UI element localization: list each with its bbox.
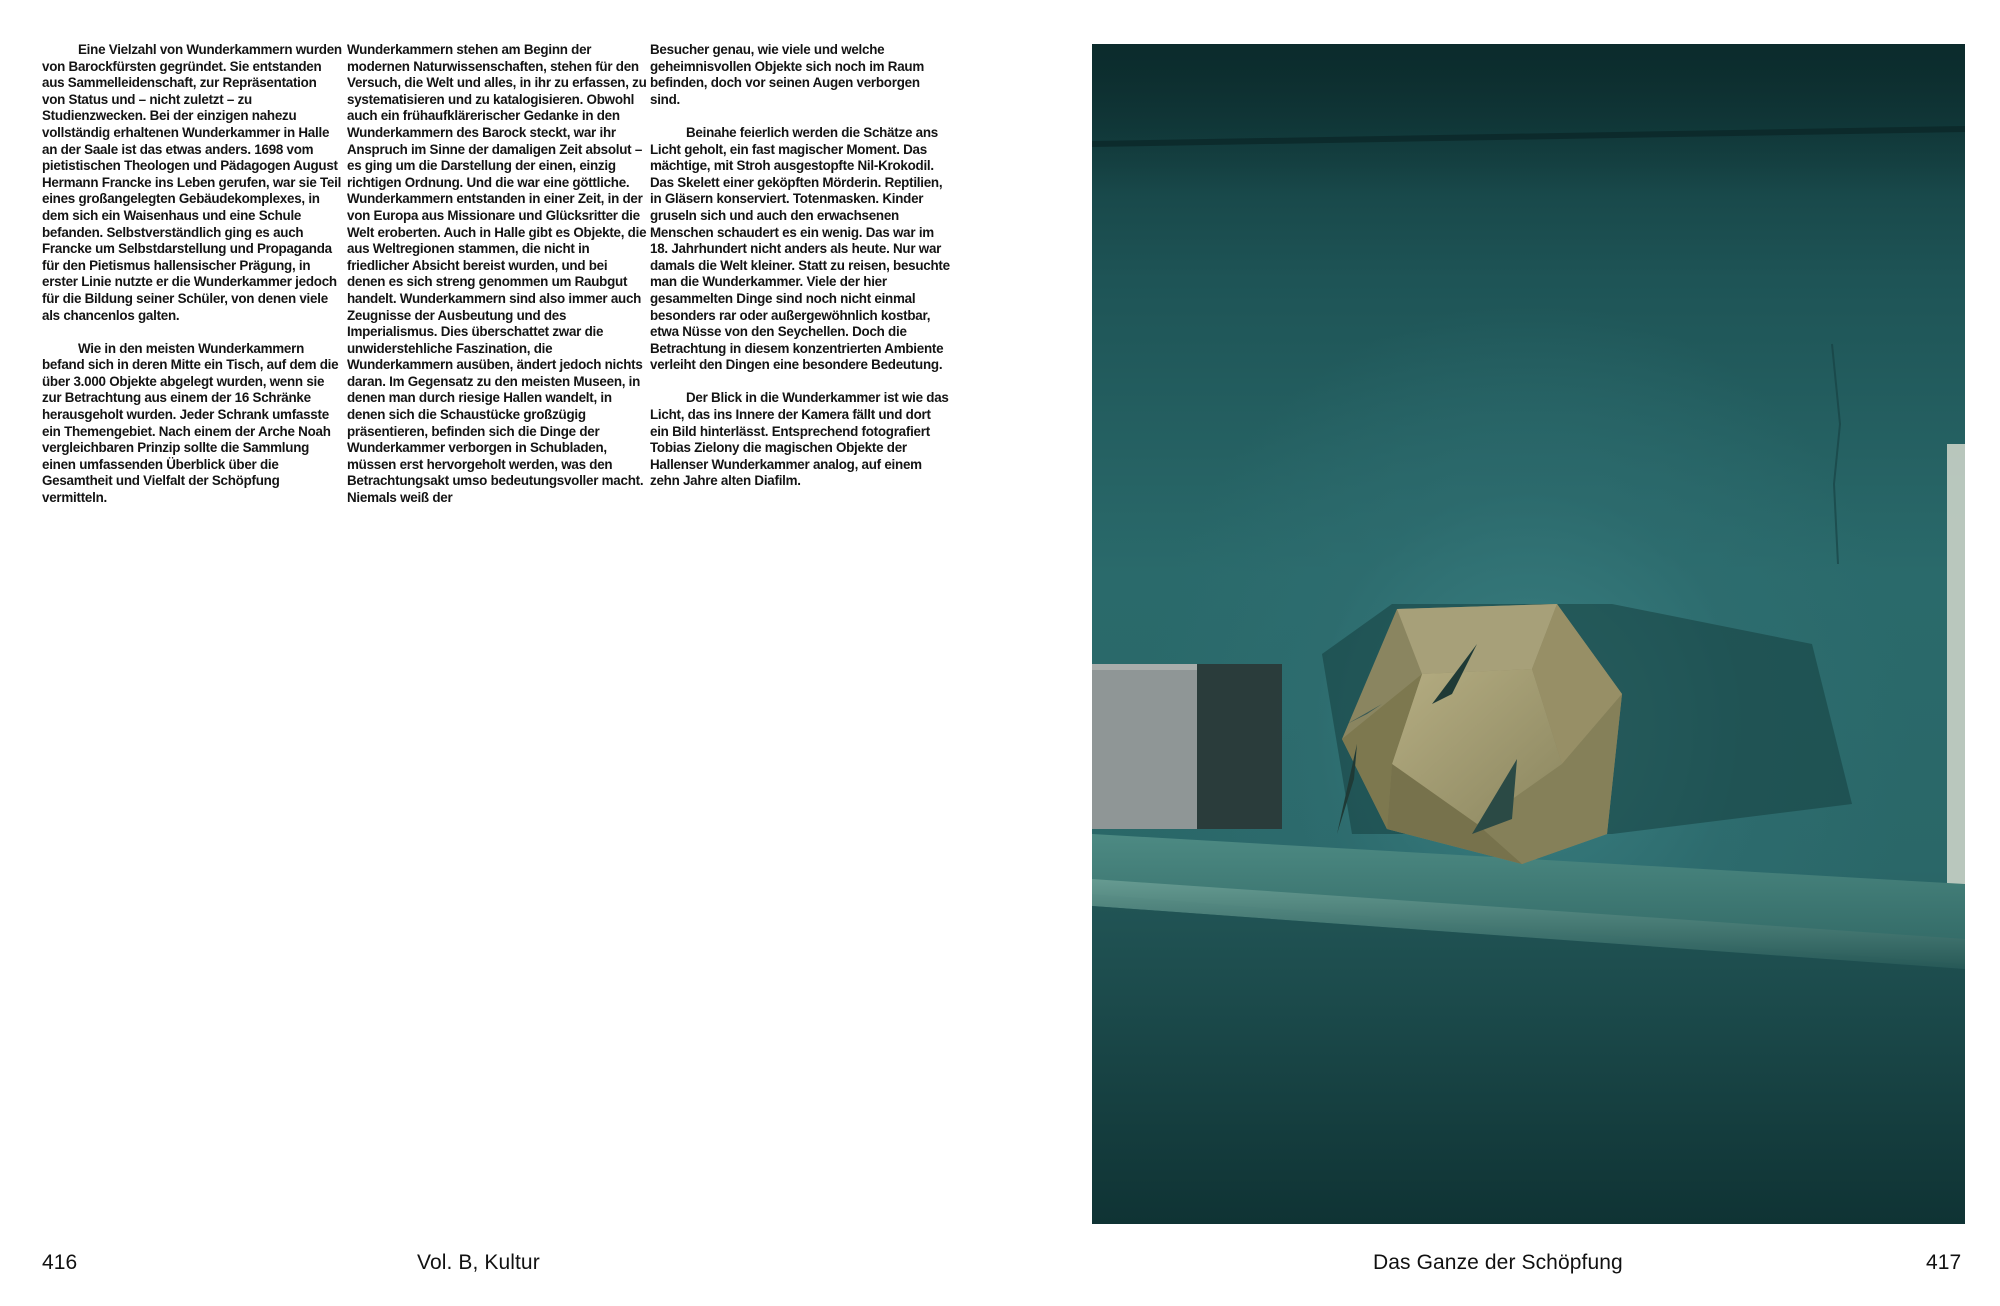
- section-title-left: Vol. B, Kultur: [417, 1251, 540, 1274]
- upper-shelf-shadow: [1092, 44, 1965, 194]
- paragraph: Beinahe feierlich werden die Schätze ans Licht geholt, ein fast magischer Moment. Das mächtige, mit Stroh ausgestopfte Nil-Krokodil. Das Skelett einer geköpften Mörderin. Reptilien, in Gläsern konserviert. Totenmasken. Kinder gruseln sich und auch den erwachsenen Menschen schaudert es ein wenig. Das war im 18. Jahrhundert nicht anders als heute. Nur war damals die Welt kleiner. Statt zu reisen, besuchte man die Wunderkammer. Viele der hier gesammelten Dinge sind noch nicht einmal besonders rar oder außergewöhnlich kostbar, etwa Nüsse von den Seychellen. Doch die Betrachtung in diesem konzentrierten Ambiente verleiht den Dingen eine besondere Bedeutung.: [650, 124, 950, 373]
- photo-illustration: [1092, 44, 1965, 1224]
- photograph-dodecahedron-on-shelf: [1092, 44, 1965, 1224]
- page-number-left: 416: [42, 1251, 78, 1274]
- edge-object: [1947, 444, 1965, 904]
- paragraph: Der Blick in die Wunderkammer ist wie das Licht, das ins Innere der Kamera fällt und dort ein Bild hinterlässt. Entsprechend fotografiert Tobias Zielony die magischen Objekte der Hallenser Wunderkammer analog, auf einem zehn Jahre alten Diafilm.: [650, 390, 949, 489]
- page-number-right: 417: [1926, 1251, 1962, 1274]
- stone-block: [1092, 664, 1197, 829]
- paragraph: Eine Vielzahl von Wunderkammern wurden von Barockfürsten gegründet. Sie entstanden aus Sammelleidenschaft, zur Repräsentation von Status und – nicht zuletzt – zu Studienzwecken. Bei der einzigen nahezu vollständig erhaltenen Wunderkammer in Halle an der Saale ist das etwas anders. 1698 vom pietistischen Theologen und Pädagogen August Hermann Francke ins Leben gerufen, war sie Teil eines großangelegten Gebäudekomplexes, in dem sich ein Waisenhaus und eine Schule befanden. Selbstverständlich ging es auch Francke um Selbstdarstellung und Propaganda für den Pietismus hallensischer Prägung, in erster Linie nutzte er die Wunderkammer jedoch für die Bildung seiner Schüler, von denen viele als chancenlos galten.: [42, 42, 342, 323]
- paragraph: Wunderkammern stehen am Beginn der modernen Naturwissenschaften, stehen für den Versuch, die Welt und alles, in ihr zu erfassen, zu systematisieren und zu katalogisieren. Obwohl auch ein frühaufklärerischer Gedanke in den Wunderkammern des Barock steckt, war ihr Anspruch im Sinne der damaligen Zeit absolut – es ging um die Darstellung der einen, einzig richtigen Ordnung. Und die war eine göttliche. Wunderkammern entstanden in einer Zeit, in der von Europa aus Missionare und Glücksritter die Welt eroberten. Auch in Halle gibt es Objekte, die aus Weltregionen stammen, die nicht in friedlicher Absicht bereist wurden, und bei denen es sich streng genommen um Raubgut handelt. Wunderkammern sind also immer auch Zeugnisse der Ausbeutung und des Imperialismus. Dies überschattet zwar die unwiderstehliche Faszination, die Wunderkammern ausüben, ändert jedoch nichts daran. Im Gegensatz zu den meisten Museen, in denen man durch riesige Hallen wandelt, in denen sich die Schaustücke großzügig präsentieren, befinden sich die Dinge der Wunderkammer verborgen in Schubladen, müssen erst hervorgeholt werden, was den Betrachtungsakt umso bedeutungsvoller macht. Niemals weiß der: [347, 42, 647, 506]
- text-column-3: [650, 42, 950, 507]
- paragraph: Besucher genau, wie viele und welche geheimnisvollen Objekte sich noch im Raum befinden, doch vor seinen Augen verborgen sind.: [650, 42, 925, 107]
- section-title-right: Das Ganze der Schöpfung: [1373, 1251, 1623, 1274]
- text-column-1: [42, 42, 342, 523]
- text-column-2: [347, 42, 647, 523]
- paragraph: Wie in den meisten Wunderkammern befand sich in deren Mitte ein Tisch, auf dem die über 3.000 Objekte abgelegt wurden, wenn sie zur Betrachtung aus einem der 16 Schränke herausgeholt wurden. Jeder Schrank umfasste ein Themengebiet. Nach einem der Arche Noah vergleichbaren Prinzip sollte die Sammlung einen umfassenden Überblick über die Gesamtheit und Vielfalt der Schöpfung vermitteln.: [42, 340, 339, 506]
